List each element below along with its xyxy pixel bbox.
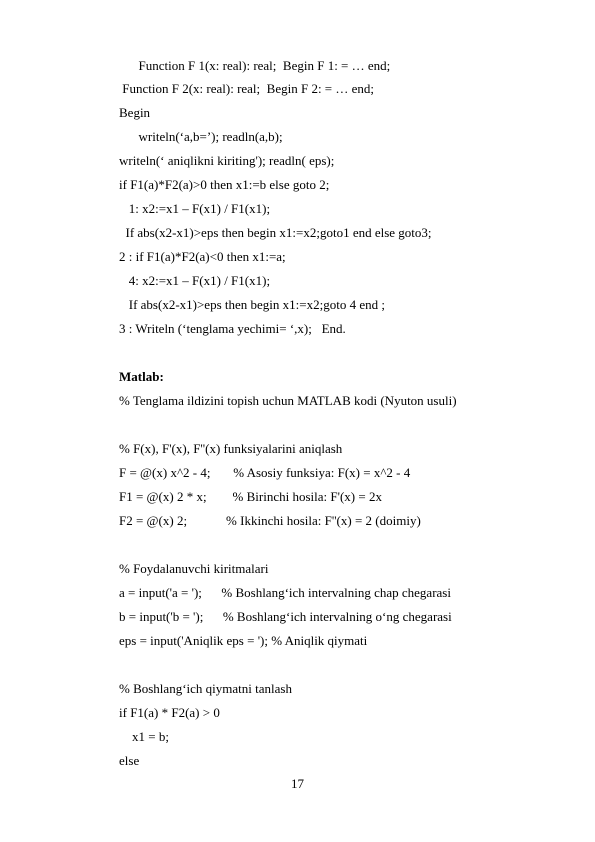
- code-line: else: [119, 753, 140, 768]
- comment-line: % Foydalanuvchi kiritmalari: [119, 561, 269, 576]
- text-line-6: if F1(a)*F2(a)>0 then x1:=b else goto 2;: [119, 177, 330, 192]
- text-line-12: 3 : Writeln (‘tenglama yechimi= ‘,x); End.: [119, 321, 346, 336]
- text-line-11: If abs(x2-x1)>eps then begin x1:=x2;goto 4 end ;: [119, 297, 385, 312]
- text-line-4: writeln(‘a,b=’); readln(a,b);: [119, 129, 283, 144]
- code-line: F2 = @(x) 2; % Ikkinchi hosila: F''(x) = 2 (doimiy): [119, 513, 421, 528]
- section-heading-matlab: Matlab:: [119, 369, 164, 384]
- code-line: F = @(x) x^2 - 4; % Asosiy funksiya: F(x) = x^2 - 4: [119, 465, 411, 480]
- text-line-8: If abs(x2-x1)>eps then begin x1:=x2;goto1 end else goto3;: [119, 225, 432, 240]
- text-line-10: 4: x2:=x1 – F(x1) / F1(x1);: [119, 273, 271, 288]
- text-line-5: writeln(‘ aniqlikni kiriting'); readln( eps);: [119, 153, 335, 168]
- code-line: if F1(a) * F2(a) > 0: [119, 705, 220, 720]
- code-line: x1 = b;: [119, 729, 169, 744]
- comment-line: % Tenglama ildizini topish uchun MATLAB kodi (Nyuton usuli): [119, 393, 457, 408]
- text-line-3: Begin: [119, 105, 151, 120]
- code-line: eps = input('Aniqlik eps = '); % Aniqlik qiymati: [119, 633, 368, 648]
- comment-line: % Boshlang‘ich qiymatni tanlash: [119, 681, 292, 696]
- code-line: F1 = @(x) 2 * x; % Birinchi hosila: F'(x) = 2x: [119, 489, 382, 504]
- text-line-2: Function F 2(x: real): real; Begin F 2: = … end;: [119, 81, 375, 96]
- text-line-1: Function F 1(x: real): real; Begin F 1: = … end;: [119, 58, 391, 73]
- comment-line: % F(x), F'(x), F''(x) funksiyalarini aniqlash: [119, 441, 343, 456]
- text-line-9: 2 : if F1(a)*F2(a)<0 then x1:=a;: [119, 249, 286, 264]
- code-line: a = input('a = '); % Boshlang‘ich intervalning chap chegarasi: [119, 585, 451, 600]
- code-line: b = input('b = '); % Boshlang‘ich intervalning o‘ng chegarasi: [119, 609, 452, 624]
- text-line-7: 1: x2:=x1 – F(x1) / F1(x1);: [119, 201, 271, 216]
- page-number: 17: [291, 776, 304, 791]
